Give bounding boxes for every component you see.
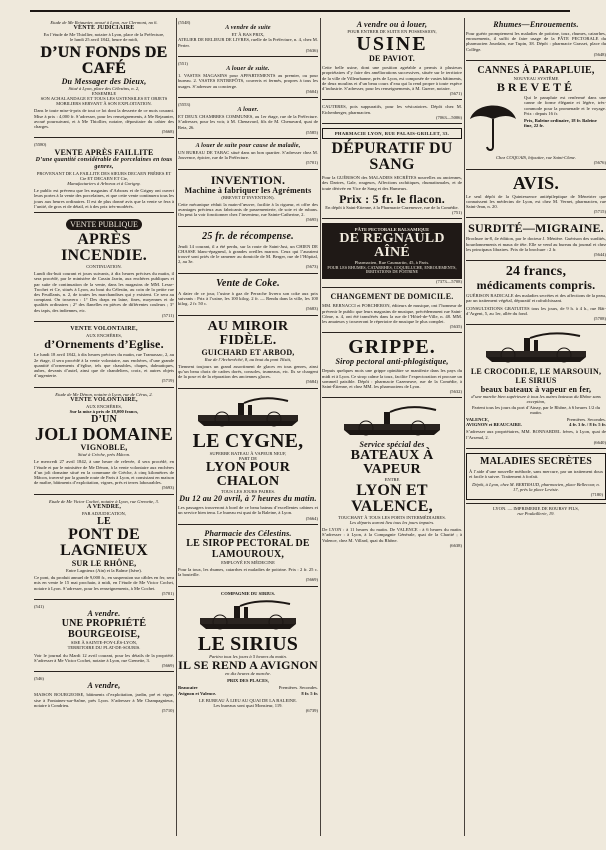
ad-24-francs: [466, 263, 606, 325]
ad-incendie-banner-wrap: [34, 219, 174, 230]
ad-cygne-body: Les passagers trouveront à bord de ce beau bateau d’excellentes cabines et un service bien tenu. Le bureau est quai de la Baleine, à Lyon.: [178, 505, 318, 516]
ad-ornements-title: d’Ornements d’Eglise.: [44, 337, 164, 352]
ad-coke-ref: (5683): [305, 306, 318, 312]
ad-sirius-line-4: PRIX DES PLACES,: [227, 678, 269, 684]
ad-grippe-body: Depuis quelques mois une grippe opiniâtre se manifeste dans les pays du midi et à Lyon. Ce sirop calme la toux, facilite l’expectoration et procure un sommeil paisible. Dépôt : pharmacie Cazeneuve, rue de la Comédie, à Saint-Étienne, et chez MM. les pharmaciens de Lyon.: [322, 368, 462, 390]
ad-tabac-body: UN BUREAU DE TABAC situé dans un bon quartier. S’adresser chez M. Jouvence, épicier, rue de la Préfecture.: [178, 150, 318, 161]
column-divider-1: [176, 18, 177, 836]
ad-coke: [178, 276, 318, 316]
column-divider-3: [464, 18, 465, 836]
ad-domaine-line-4: Situé à Crèche, près Mâcon.: [77, 452, 131, 458]
ad-propriete-heading: A vendre.: [87, 609, 121, 619]
ad-changement-ref: (5635): [449, 324, 462, 330]
printer-footer-line-1: LYON. — IMPRIMERIE DE BOURSY FILS,: [492, 506, 580, 512]
ad-domaine-line-2: AUX ENCHÈRES,: [86, 403, 122, 409]
top-rule: [30, 10, 570, 12]
ad-porcelaines-line-2: Manufacturiers à Arboras et à Gorigny.: [67, 181, 141, 187]
ad-usine-heading: A vendre ou à louer,: [356, 20, 428, 29]
ad-avis: [466, 172, 606, 219]
ad-louer-1-heading: A louer de suite.: [226, 66, 270, 73]
ad-domaine: [34, 390, 174, 495]
ad-domaine-body: Le mercredi 27 avril 1842, à une heure de relevée, il sera procédé, en l’étude et par le ministère de Me Dénon, à la vente volontaire aux enchères d’un joli domaine situé en la commune de Crèche, à cinq kilomètres de Mâcon, traversé par la grande route de Paris à Lyon, et consistant en maison de maître, bâtiments d’exploitation, vignes, prés et terres labourables.: [34, 459, 174, 486]
ad-crocodile-title: LE CROCODILE, LE MARSOUIN, LE SIRIUS: [470, 367, 602, 386]
sirius-steamboat-illustration: [188, 598, 308, 632]
ad-atelier-line-1: ET À BAS PRIX,: [231, 32, 265, 38]
ad-cafe-ref: (5668): [161, 129, 174, 135]
ad-cannes-title-2: BREVETÉ: [496, 80, 576, 95]
ad-regnauld-ref: (7373—5708): [435, 279, 462, 285]
ad-grippe-title: GRIPPE.: [348, 336, 436, 359]
ad-cygne-line-1: SUPERBE BATEAU À VAPEUR NEUF,: [209, 450, 287, 456]
ad-miroir-line-2: Rue de l’Archevêché, 8, au bout du pont Tilsitt,: [204, 356, 292, 362]
ad-pont-heading: A VENDRE,: [86, 503, 122, 510]
ad-sirius-prices-left: [178, 685, 246, 695]
ad-maladies-secretes: [466, 451, 606, 504]
ad-propriete-line-1: SISE À SAINTE-FOY-LÈS-LYON,: [70, 640, 138, 646]
ad-louer-1-ref: (551): [178, 61, 188, 67]
ad-sirius-ref: (6739): [305, 708, 318, 714]
ad-crocodile-line-1: beaux bateaux à vapeur en fer,: [480, 385, 592, 395]
ad-miroir-body: Tiennent toujours un grand assortiment de glaces en tous genres, ainsi qu’un beau choix de cadres dorés, consoles, trumeaux, etc. Ils se chargent de la pose et de la réparation des anciennes glaces.: [178, 363, 318, 380]
ad-avis-body: Le seul dépôt de la Quintessence antiépileptique de Ménetrier que connaissent les médecins de Lyon, est chez M. Vernet, pharmacien, rue Saint-Jean, n. 20.: [466, 193, 606, 210]
ad-porcelaines-subtitle: D’une quantité considérable de porcelaines en tous genres,: [35, 156, 173, 170]
ad-depuratif: [322, 126, 462, 219]
ad-tabac: [178, 141, 318, 170]
ad-crocodile-line-2: d’une marche bien supérieure à tous les autres bateaux du Rhône sans exception,: [471, 394, 601, 405]
ad-sirius-footer-2: Les bureaux sont quai Monsieur, 119.: [213, 702, 283, 708]
ad-pont-title-2: PONT DE LAGNIEUX: [60, 525, 148, 559]
ad-maison-heading: A vendre,: [87, 681, 121, 691]
ad-lyon-valence-title-2: LYON ET VALENCE,: [351, 481, 433, 515]
ad-domaine-line-1: Etude de Me Dénon, notaire à Lyon, rue de Cérus, 2.: [55, 391, 153, 397]
column-divider-2: [320, 18, 321, 836]
ad-changement-body: MM. BERNACCI et PORCHERON, éditeurs de musique, ont l’honneur de prévenir le public que leurs magasins de musique, précédemment rue Saint-Côme, n. 4, ont été transférés dans la rue de l’Hôtel-de-Ville, n. 48. MM. les amateurs y trouveront le répertoire de musique le plus complet.: [322, 303, 462, 325]
ad-changement-heading: CHANGEMENT DE DOMICILE.: [330, 292, 454, 302]
column-4: [466, 18, 606, 836]
ad-incendie: [34, 215, 174, 322]
printer-footer-line-2: rue Poulaillerie, 19.: [517, 511, 555, 517]
ad-crocodile-prices: [466, 417, 606, 427]
ad-louer-1-body: 1. VASTES MAGASINS pour APPARTEMENTS au premier, ou pour bureau. 2. VASTES ENTREPÔTS, couverts et fermés, propres à tous les usages. S’adresser au concierge.: [178, 73, 318, 89]
ad-sirop-ref: (5669): [305, 577, 318, 583]
ad-maison-ref: (546): [34, 676, 44, 682]
ad-surdite: [466, 220, 606, 261]
ad-sirop-line-1: EMPLOYÉ EN MÉDECINE: [221, 559, 275, 565]
ad-cauteres: [322, 102, 462, 124]
ad-depuratif-line-1: Pour la GUÉRISON des MALADIES SECRÈTES nouvelles ou anciennes, des Dartres, Gale, rougeurs, Affections rachitiques, rhumatismales, et de toute dérivée en Vice de Sang et des Humeurs.: [322, 175, 462, 191]
ad-24-body: CONSULTATIONS GRATUITES tous les jours, de 9 h. à 4 h., rue Bât-d’Argent, 5, au 1er, allée du fond.: [466, 305, 606, 316]
ad-24-title-1: 24 francs,: [505, 264, 567, 280]
ad-crocodile-right-1: Premières. Secondes.: [566, 417, 606, 423]
ad-cannes-content: [466, 95, 606, 153]
ad-domaine-line-3: Sur la mise à prix de 18,000 francs,: [69, 408, 139, 414]
ad-maladies-title: MALADIES SECRÈTES: [479, 456, 593, 468]
ad-cygne-title: LE CYGNE,: [192, 429, 304, 452]
ad-24-line-1: GUÉRISON RADICALE des maladies secrètes et des affections de la peau, par un traitement végétal, dépuratif et rafraîchissant.: [466, 293, 606, 304]
ad-sirius-left-2: Avignon et Valence.: [178, 690, 217, 696]
ad-invention-line-1: (BREVET D’INVENTION).: [221, 194, 275, 200]
ad-cannes-body: Qui le parapluie est renfermé dans une canne de forme élégante et légère, très-commode pour la promenade et le voyage. Prix : depuis 16 fr.: [524, 95, 606, 116]
ad-crocodile-left-1: VALENCE,: [466, 417, 490, 423]
ad-incendie-line-1: CONTINUATION.: [86, 264, 122, 270]
ad-louer-1-ref-2: (5604): [305, 88, 318, 94]
ad-tabac-ref: (5701): [305, 160, 318, 166]
ad-24-title-2: médicaments compris.: [476, 278, 596, 293]
ad-cannes-ref: (5676): [593, 160, 606, 166]
ad-maison-bourgeoise: [34, 674, 174, 716]
ad-cannes-parapluie: [466, 63, 606, 170]
ad-invention: [178, 172, 318, 227]
ad-cafe: [34, 18, 174, 138]
ad-louer-2-heading: A louer.: [237, 107, 259, 114]
ad-domaine-heading: VENTE VOLONTAIRE,: [70, 396, 138, 403]
ad-24-ref: (5708): [593, 316, 606, 322]
ad-recompense-ref: (5673): [305, 264, 318, 270]
ad-cygne-title-2: LYON POUR CHALON: [205, 459, 291, 489]
ad-propriete-ref-2: (5669): [161, 662, 174, 668]
ad-atelier: [178, 18, 318, 57]
ad-cafe-line-2: En l’étude de Me Thiollier, notaire à Lyon, place de la Préfecture,: [43, 32, 165, 38]
column-3: [322, 18, 462, 836]
ad-sirop-lamouroux: [178, 527, 318, 587]
ad-ornements-ref: (5719): [161, 378, 174, 384]
ad-crocodile-line-3: Partent tous les jours du port d’Ainay, par le Rhône, à 6 heures 1/2 du matin.: [471, 404, 601, 415]
ad-grippe: [322, 335, 462, 398]
ad-usine-body: Cette belle usine, dont une position agréable a permis à plusieurs propriétaires d’y faire des améliorations successives, située sur le territoire de la ville de Villeurbanne, près de Lyon, est composée de vastes bâtiments, de deux moulins et d’un beau cours d’eau qui la rend propre à toute espèce d’industrie. S’adresser, pour les renseignements, à M. Guerre, notaire.: [322, 65, 462, 92]
ad-coke-title: Vente de Coke.: [216, 277, 280, 289]
ad-avis-ref: (5715): [593, 209, 606, 215]
ad-louer-1: [178, 59, 318, 98]
ad-cygne-line-2: PART DE: [238, 455, 258, 461]
ad-crocodile-right-2: 4 fr. 3 fr. / 8 fr. 5 fr.: [569, 422, 606, 428]
ad-cafe-line-4: Situé à Lyon, place des Célestins, n. 2,: [68, 85, 140, 91]
ad-sirius-right-1: Premières. Secondes.: [278, 685, 318, 691]
ad-atelier-ref: (5548): [178, 20, 191, 25]
ad-incendie-banner: VENTE PUBLIQUE: [66, 219, 142, 230]
ad-cafe-body: Dans le toute mise-à-prix de tout ce lot dont la desserte de ce mois courant. Mise à prix : 4,000 fr. S’adresser, pour les renseignements, à Me Rejaunier, avoué poursuivant, et à Me Thiollier, notaire, dépositaire du cahier des charges.: [34, 108, 174, 130]
column-2: [178, 18, 318, 836]
ad-ornements-line-1: AUX ENCHÈRES,: [86, 333, 122, 339]
ad-cannes-line-2: Chez COQUAIS, bijoutier, rue Saint-Côme.: [495, 155, 576, 161]
ad-propriete: [34, 602, 174, 672]
ad-maladies-box: [466, 453, 606, 500]
column-1: [34, 18, 174, 836]
ad-pont-ref: (5701): [161, 590, 174, 596]
ad-propriete-body: Voir le journal du Mardi 12 avril courant, pour les détails de la propriété. S’adresser à Me Victor Cochet, notaire à Lyon, rue Grenette, 3.: [34, 652, 174, 663]
ad-grippe-ref: (5632): [449, 389, 462, 395]
ad-pont-line-3: Entre Lagnieux (Ain) et la Balme (Isère).: [66, 567, 142, 573]
ad-porcelaines-body: Le public est prévenu que les magasins d’Arboras et de Grigny ont ouvert leurs portes à la vente des porcelaines, et que cette vente continuera tous les jours aux heures ordinaires. Il est de plus donné avis que la vente se fera à l’unité, de gros et de détail, et à des prix très-modérés.: [34, 188, 174, 209]
ad-cannes-price: Prix, Baleine ordinaire, 18 fr. Baleine fine, 22 fr.: [524, 118, 597, 129]
ad-porcelaines: [34, 140, 174, 213]
ad-regnauld-box: [322, 223, 462, 279]
ad-surdite-ref: (5644): [593, 252, 606, 258]
ad-louer-2-body: ET DEUX CHAMBRES COMMUNES, au 1er étage, rue de la Préfecture. S’adresser, pour les voir, à M. Chenavard, fils de M. Chenavard, quai de Retz, 26.: [178, 114, 318, 130]
ad-sirop-heading: Pharmacie des Célestins.: [204, 528, 292, 538]
ad-porcelaines-line-1: PROVENANT DE LA FAILLITE DES SIEURS DECAEN FRÈRES ET Cie ET DECAEN ET Cie,: [36, 170, 172, 181]
ad-sirius-footer: LE BUREAU À LIEU AU QUAI DE LA BALEINE.: [198, 697, 298, 703]
ad-sirop-title: LE SIROP PECTORAL DE LAMOUROUX,: [186, 537, 310, 560]
ad-miroir-line-1: GUICHARD ET ARBOD,: [201, 347, 295, 357]
ad-regnauld-title: DE REGNAULD AÎNÉ: [339, 231, 445, 261]
ad-depuratif-price: Prix : 5 fr. le flacon.: [339, 191, 445, 206]
ad-propriete-ref: (541): [34, 603, 44, 609]
ad-depuratif-banner-text: PHARMACIE LYON, RUE PALAIS-GRILLET, 33.: [334, 131, 450, 137]
ad-cygne: [178, 391, 318, 525]
ad-cygne-line-4: Du 12 au 20 avril, à 7 heures du matin.: [179, 494, 317, 504]
ad-atelier-heading: A vendre de suite: [225, 25, 271, 32]
ad-lyon-valence-line-3: TOUCHANT À TOUS LES PORTS INTERMÉDIAIRES.: [338, 514, 446, 520]
ad-invention-body: Cette mécanique réduit la main-d’œuvre, facilite à la rigueur, et offre des avantages précieux aux fabricants de passementerie, de soie et de rubans. On peut la voir fonctionner chez l’inventeur, rue Sainte-Catherine, 2.: [178, 201, 318, 218]
ad-atelier-body: ATELIER DE RELIEUR DE LIVRES, ruelle de la Préfecture, n. 4, chez M. Perier.: [178, 37, 318, 48]
ad-sirius: [178, 589, 318, 717]
ad-rhumes-heading: Rhumes—Enrouements.: [493, 20, 579, 29]
ad-invention-ref: (5695): [305, 217, 318, 223]
ad-cafe-line-5: ENSEMBLE: [91, 90, 117, 96]
ad-sirop-body: Pour la toux, les rhumes, catarrhes et maladies de poitrine. Prix : 2 fr. 25 c. la bouteille.: [178, 566, 318, 578]
ad-surdite-title: SURDITÉ—MIGRAINE.: [468, 221, 604, 236]
ad-pont-title-1: LE: [97, 515, 111, 527]
ad-ornements-heading: VENTE VOLONTAIRE,: [70, 326, 138, 333]
ad-usine-ref: (5671): [449, 91, 462, 97]
ad-lyon-valence-title: BATEAUX À VAPEUR: [350, 448, 434, 478]
ad-porcelaines-heading: VENTE APRÈS FAILLITE: [54, 147, 154, 157]
ad-lyon-valence-ref: (6638): [449, 542, 462, 548]
ad-domaine-subtitle: VIGNOBLE,: [80, 443, 128, 453]
ad-atelier-ref-2: (5636): [305, 47, 318, 53]
ad-porcelaines-ref: (5580): [34, 142, 47, 148]
ad-regnauld-line-2: Pharmacien, Rue Caumartin, 45, à Paris.: [354, 260, 430, 266]
ad-crocodile-prices-right: [544, 417, 606, 427]
ad-domaine-ref: (5693): [161, 485, 174, 491]
ad-cauteres-body: CAUTERES, pois suppuratifs, pour les vésicatoires. Dépôt chez M. Eichenberger, pharmacien.: [322, 104, 462, 115]
ad-lyon-valence: [322, 400, 462, 550]
ad-sirius-title: LE SIRIUS: [197, 632, 299, 655]
ad-ornements-body: Le lundi 18 avril 1842, à dix heures précises du matin, rue Tramassac, 2, au 2e étage, il sera procédé à la vente volontaire, aux enchères, d’une grande quantité d’ornements d’église, tels que chasubles, chapes, dalmatiques, aubes, devants d’autel, ainsi que de chandeliers, croix, et autres objets d’argenterie.: [34, 352, 174, 379]
ad-cygne-ref: (5664): [305, 515, 318, 521]
ad-sirius-line-3: en dix heures de marche.: [225, 670, 271, 676]
ad-cafe-line-3: le lundi 25 avril 1842, heure de midi,: [69, 37, 139, 43]
ad-crocodile: [466, 327, 606, 449]
ad-crocodile-ref: (6640): [593, 439, 606, 445]
ad-miroir: [178, 318, 318, 389]
umbrella-icon: [466, 95, 520, 153]
ad-regnauld-line-1: PÂTE PECTORALE BALSAMIQUE: [354, 227, 430, 233]
ad-sirius-right-2: 8 fr. 5 fr.: [301, 690, 318, 696]
ad-cannes-text: [524, 95, 606, 128]
ad-cafe-title: D’UN FONDS DE CAFÉ: [40, 43, 168, 77]
ad-miroir-title: AU MIROIR FIDÈLE.: [207, 318, 289, 348]
ad-usine-subtitle: DE PAVIOT.: [368, 54, 415, 64]
ad-maladies-line-1: Dépôt, à Lyon, chez M. BERTRAUD, pharmacien, place Bellecour, n. 17, près la place Leviste.: [472, 481, 600, 492]
ad-pont-line-2: PAR ADJUDICATION,: [82, 510, 126, 516]
printer-footer: [466, 506, 606, 516]
ad-depuratif-ref: (751): [452, 210, 462, 216]
ad-maladies-body: À l’aide d’une nouvelle méthode, sans mercure, par un traitement doux et facile à suivre. Traitement à forfait.: [469, 469, 603, 480]
ad-crocodile-body: S’adresser aux propriétaires, MM. BONNARDEL frères, à Lyon, quai de l’Arsenal, 2.: [466, 429, 606, 440]
ad-sirius-prices-right: [250, 685, 318, 695]
ad-depuratif-banner: [322, 128, 462, 139]
ad-recompense-title: 25 fr. de récompense.: [202, 230, 294, 242]
ad-invention-title: INVENTION.: [210, 172, 286, 187]
ad-rhumes: [466, 18, 606, 61]
ad-miroir-ref: (5684): [305, 379, 318, 385]
ad-pont-line-1: Etude de Me Victor Cochet, notaire à Lyon, rue Grenette, 3.: [49, 498, 159, 504]
lyon-valence-steamboat-illustration: [332, 404, 452, 438]
ad-cannes-title: CANNES À PARAPLUIE,: [477, 65, 595, 77]
ad-depuratif-line-2: En dépôt à Saint-Etienne, à la Pharmacie Cazeneuve, rue de la Comédie.: [325, 204, 459, 210]
ad-sirius-prices: [178, 685, 318, 695]
ad-maison-body: MAISON BOURGEOISE, bâtiments d’exploitation, jardin, pré et vigne, sise à Fontaines-sur-Saône, près Lyon. S’adresser à Me Champagnieux, notaire à Condrieu.: [34, 692, 174, 708]
ad-cafe-line-6: SON ACHALANDAGE ET TOUS LES USTENSILES ET OBJETS MOBILIERS SERVANT À SON EXPLOITATION.: [40, 96, 168, 107]
ad-cafe-line-1: Etude de Me Rejaunier, avoué à Lyon, rue Clermont, no 6.: [50, 20, 158, 25]
ad-crocodile-prices-left: [466, 417, 536, 427]
ad-lyon-valence-body: De LYON : à 11 heures du matin. De VALENCE : à 6 heures du matin. S’adresser : à Lyon, à la Compagnie Générale, quai de la Charité ; à Valence, chez M. Villard, quai du Rhône.: [322, 527, 462, 543]
ad-rhumes-body: Pour guérir promptement les maladies de poitrine, toux, rhumes, catarrhes, enrouements, il suffit de faire usage de la PÂTE PECTORALE du pharmacien Jourdain, rue Tupin, 38. Dépôt : pharmacie Grasset, place du Collège.: [466, 31, 606, 52]
ad-avis-title: AVIS.: [512, 172, 560, 193]
ad-cafe-subtitle: Du Messager des Dieux,: [61, 76, 147, 86]
ad-grippe-subtitle: Sirop pectoral anti-phlogistique,: [335, 357, 449, 367]
ad-louer-2-ref: (5553): [178, 102, 191, 108]
ad-depuratif-title: DÉPURATIF DU SANG: [331, 140, 453, 174]
ad-lyon-valence-line-2: ENTRE: [384, 477, 400, 483]
ad-usine-title: USINE: [356, 33, 428, 56]
ad-pont-body: Ce pont, du produit annuel de 9,000 fr., en suspension sur câbles en fer, sera mis en vente le 15 mai prochain, à midi, en l’étude de Me Victor Cochet, notaire à Lyon. S’adresser, pour les renseignements, à Me Cochet.: [34, 575, 174, 591]
ad-louer-2-ref-2: (5585): [305, 129, 318, 135]
ad-sirius-title-2: IL SE REND A AVIGNON: [178, 657, 318, 672]
ad-domaine-title-1: D’UN: [91, 414, 117, 426]
ad-cauteres-ref: (7063—5006): [435, 114, 462, 120]
ad-cygne-line-3: TOUS LES JOURS PAIRES.: [220, 488, 276, 494]
ad-invention-heading: Machine à fabriquer les Agréments: [184, 185, 312, 195]
ad-regnauld: [322, 221, 462, 288]
ad-cannes-line-1: NOUVEAU SYSTÈME: [513, 76, 559, 82]
ad-maison-ref-2: (5710): [161, 708, 174, 713]
ad-recompense-body: Jeudi 14 courant, il a été perdu, sur la route de Saint-Just, un CHIEN DE CHASSE blanc-épagneul, à grandes oreilles marron. Ceux qui l’auraient trouvé sont priés de le ramener au domicile de M. Berger, rue de l’Hôpital, 2, au 3e.: [178, 243, 318, 265]
ad-pont: [34, 497, 174, 600]
ad-propriete-title: UNE PROPRIÉTÉ BOURGEOISE,: [61, 618, 147, 641]
ad-lyon-valence-line-1: Service spécial des: [359, 440, 425, 450]
ad-pont-subtitle: SUR LE RHÔNE,: [71, 558, 137, 568]
ad-incendie-body: Lundi dix-huit courant et jours suivants, à dix heures précises du matin, il sera procédé, par le ministère de Cassin Jarrin, aux enchères publiques et par suite de continuation de la vente, dans les magasins de MM. Lesse-Trochet et Ce, situés à Lyon, au bout du Célestin, au coin de la petite rue des Feuillants, n. 2, de toutes les marchandises qui y existent. Ce sera au comptant. On trouvera : 1° Des draps en laine, fines, moyennes et de qualités ordinaires ; 2° des flanelles en pièces de différentes couleurs ; 3° des tapis, des indiennes, etc.: [34, 271, 174, 313]
ad-changement-domicile: [322, 290, 462, 333]
ad-incendie-title: APRÈS INCENDIE.: [61, 231, 147, 265]
ad-lyon-valence-line-4: Les départs auront lieu tous les jours impairs.: [349, 519, 435, 525]
ad-crocodile-left-2: AVIGNON et BEAUCAIRE.: [466, 422, 523, 428]
ad-coke-body: A dater de ce jour, l’usine à gaz de Perrache livrera son coke aux prix suivants : Prix à l’usine, les 100 kilog. 2 fr. — Rendu dans la ville, les 100 kilog. 2 fr. 50 c.: [178, 290, 318, 307]
ad-ornements: [34, 324, 174, 387]
ad-sirius-line-2: Partira tous les jours à 5 heures du matin.: [209, 653, 287, 659]
ad-usine: [322, 18, 462, 100]
ad-incendie-ref: (5711): [161, 312, 174, 318]
ad-sirius-line-1: COMPAGNIE DU SIRIUS.: [220, 590, 276, 596]
crocodile-steamboat-illustration: [476, 331, 596, 365]
ad-rhumes-ref: (5648): [593, 51, 606, 57]
ad-recompense: [178, 229, 318, 274]
ad-louer-2: [178, 100, 318, 139]
steamboat-illustration: [188, 395, 308, 429]
ad-cafe-heading: VENTE JUDICIAIRE: [73, 25, 135, 32]
ad-propriete-line-2: TERRITOIRE DU PLAT-DE-SOURIS.: [67, 645, 141, 651]
ad-regnauld-line-3: POUR LES RHUMES, CATARRHES, COQUELUCHE, ENROUEMENTS, IRRITATIONS DE POITRINE: [327, 264, 457, 275]
ad-domaine-title-2: JOLI DOMAINE: [35, 424, 173, 445]
ad-sirius-left-1: Beaucaire: [178, 685, 198, 691]
ad-surdite-body: Brochure in-8, 4e édition, par le docteur J. Ménière. Guérison des surdités, bourdonnements et maux de tête. Elle se vend au bureau du journal et chez les principaux libraires. Prix de la brochure : 2 fr.: [466, 236, 606, 252]
ad-maladies-ref: (7180): [590, 491, 603, 497]
ad-tabac-heading: A louer de suite pour cause de maladie,: [195, 143, 301, 150]
ad-usine-line-1: POUR ENTRER DE SUITE EN POSSESSION,: [347, 29, 437, 34]
